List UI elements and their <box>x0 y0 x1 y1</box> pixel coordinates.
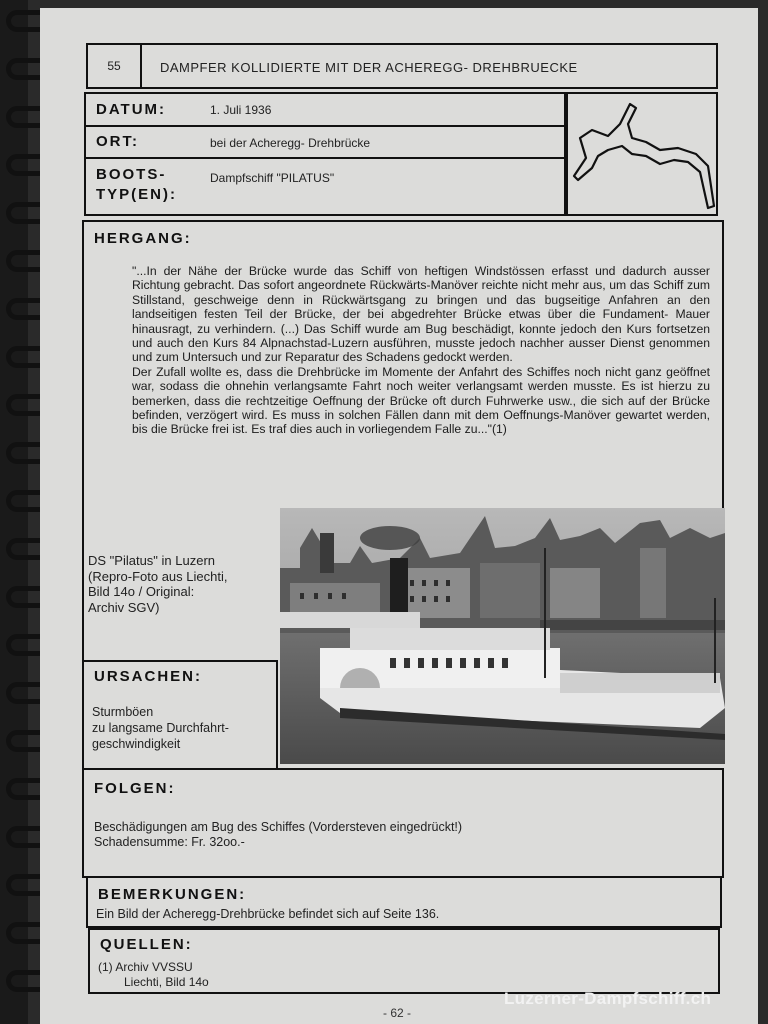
quellen-text <box>98 960 209 989</box>
ursachen-label: URSACHEN: <box>94 668 202 685</box>
datum-value: 1. Juli 1936 <box>210 103 272 117</box>
bootstyp-label-2: TYP(EN): <box>96 186 177 203</box>
hergang-paragraph-1: "...In der Nähe der Brücke wurde das Schiff von heftigen Windstössen erfasst und dadurch ausser Richtung gebracht. Das sofort angeordnete Rückwärts-Manöver reichte nicht mehr aus, um das Schiff zum Stillstand, geschweige denn in Rückwärtsgang zu bringen und das bugseitige Anfahren an den landseitigen festen Teil der Brücke, der bei abgedrehter Brücke etwas über die Fundament- Mauer hinausragt, zu verhindern. (...) Das Schiff wurde am Bug beschädigt, konnte jedoch den Kurs fortsetzen und auch den Kurs 84 Alpnachstad-Luzern ausführen, musste jedoch nachher ausser Dienst genommen und zum Untersuch und zur Reparatur des Schadens gedockt werden. <box>132 264 710 365</box>
hergang-text <box>132 264 710 437</box>
bootstyp-label-1: BOOTS- <box>96 166 167 183</box>
map-box <box>566 92 718 216</box>
caption-line: Archiv SGV) <box>88 599 160 615</box>
hergang-label: HERGANG: <box>94 230 192 247</box>
bemerkungen-text: Ein Bild der Acheregg-Drehbrücke befindet sich auf Seite 136. <box>96 907 440 921</box>
bemerkungen-label: BEMERKUNGEN: <box>98 886 247 903</box>
folgen-text <box>94 820 462 850</box>
caption-line: (Repro-Foto aus Liechti, <box>88 568 228 584</box>
entry-number: 55 <box>88 45 142 87</box>
caption-line: DS "Pilatus" in Luzern <box>88 553 216 568</box>
meta-block <box>84 92 566 216</box>
ursachen-line: zu langsame Durchfahrt- <box>92 721 229 735</box>
caption-line: Bild 14o / Original: <box>88 584 195 599</box>
ort-label: ORT: <box>96 133 139 150</box>
bootstyp-row <box>86 159 564 214</box>
lake-map-icon <box>568 94 716 214</box>
quellen-label: QUELLEN: <box>100 936 193 953</box>
page-number: - 62 - <box>383 1006 412 1020</box>
ursachen-text <box>92 704 229 752</box>
quellen-line: (1) Archiv VVSSU <box>98 960 193 974</box>
ursachen-line: geschwindigkeit <box>92 737 181 751</box>
site-watermark: Luzerner-Dampfschiff.ch <box>504 989 712 1008</box>
folgen-line: Beschädigungen am Bug des Schiffes (Vordersteven eingedrückt!) <box>94 820 463 834</box>
ort-value: bei der Acheregg- Drehbrücke <box>210 136 371 150</box>
quellen-line: Liechti, Bild 14o <box>124 974 209 989</box>
datum-row <box>86 94 564 127</box>
ursachen-line: Sturmböen <box>92 705 154 719</box>
ort-row <box>86 127 564 159</box>
title-bar <box>86 43 718 89</box>
bootstyp-value: Dampfschiff "PILATUS" <box>210 171 335 185</box>
datum-label: DATUM: <box>96 101 167 118</box>
entry-title: DAMPFER KOLLIDIERTE MIT DER ACHEREGG- DREHBRUECKE <box>160 60 578 75</box>
bemerkungen-section <box>86 876 722 928</box>
ursachen-section <box>82 660 278 770</box>
folgen-label: FOLGEN: <box>94 780 176 797</box>
steamer-photo <box>280 508 725 764</box>
photo-caption <box>88 553 268 615</box>
quellen-section <box>88 928 720 994</box>
folgen-section <box>82 768 724 878</box>
folgen-line: Schadensumme: Fr. 32oo.- <box>94 835 245 849</box>
hergang-paragraph-2: Der Zufall wollte es, dass die Drehbrücke im Momente der Anfahrt des Schiffes noch nicht ganz geöffnet war, sodass die ohnehin verlangsamte Fahrt noch weiter verlangsamt werden musste. Es ist hierzu zu bemerken, dass die rechtzeitige Oeffnung der Brücke oft durch Fuhrwerke usw., die sich auf der Brücke befinden, verzögert wird. Es muss in solchen Fällen dann mit dem Oeffnungs-Manöver gewartet werden, bis die Brücke frei ist. Es traf dies auch in vorliegendem Falle zu..."(1) <box>132 364 710 437</box>
